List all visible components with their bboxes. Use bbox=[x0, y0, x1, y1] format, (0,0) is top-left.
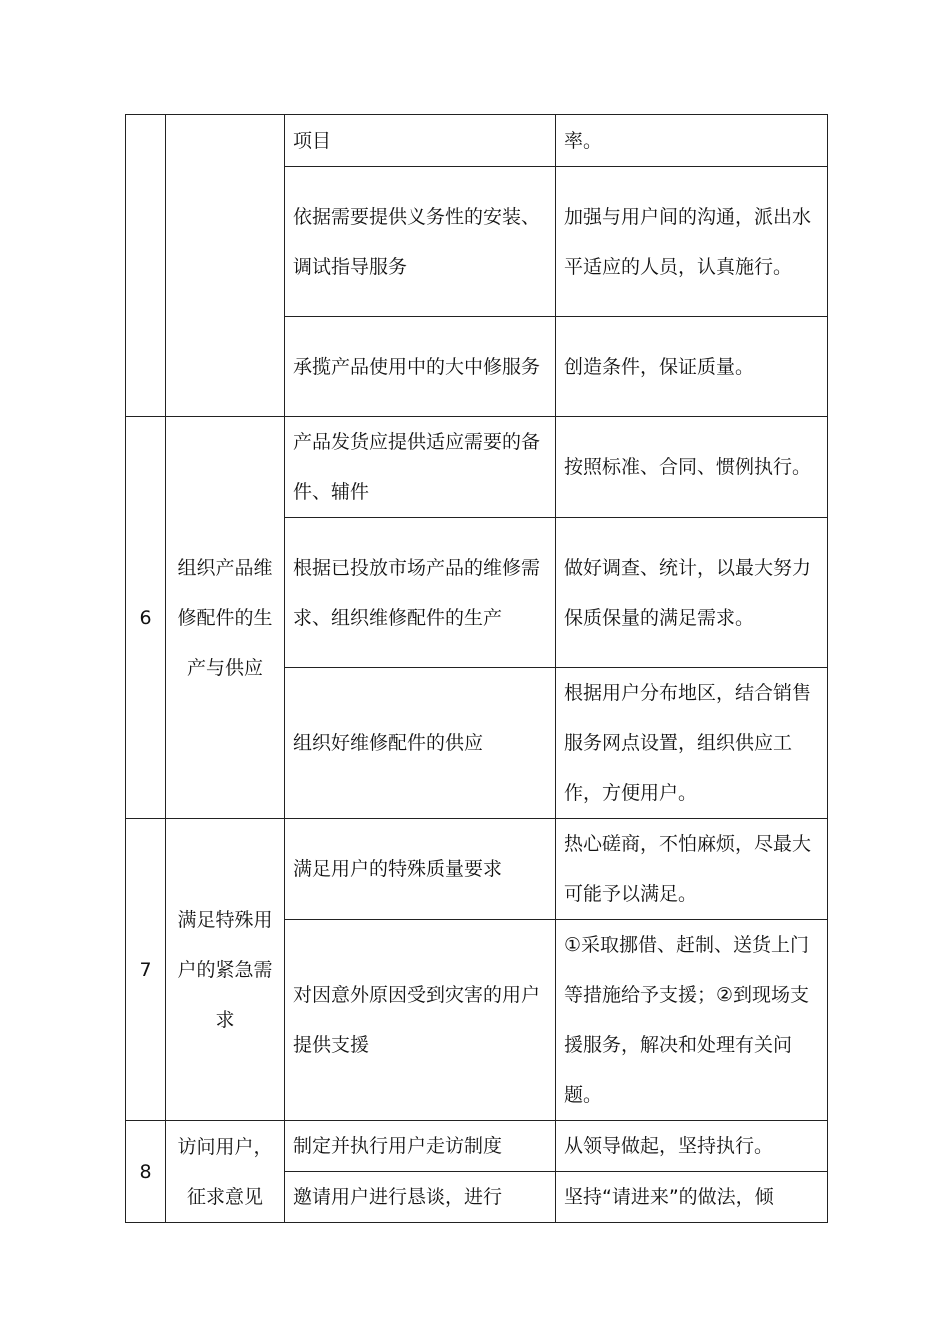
method-cell: 热心磋商，不怕麻烦，尽最大可能予以满足。 bbox=[556, 819, 828, 920]
project-cell: 产品发货应提供适应需要的备件、辅件 bbox=[285, 417, 556, 518]
row-number: 7 bbox=[126, 819, 166, 1121]
method-cell: 根据用户分布地区，结合销售服务网点设置，组织供应工作，方便用户。 bbox=[556, 668, 828, 819]
table-row bbox=[126, 417, 828, 518]
project-cell: 承揽产品使用中的大中修服务 bbox=[285, 317, 556, 417]
row-number bbox=[126, 115, 166, 417]
project-cell: 邀请用户进行恳谈，进行 bbox=[285, 1172, 556, 1223]
method-cell: 按照标准、合同、惯例执行。 bbox=[556, 417, 828, 518]
project-cell: 满足用户的特殊质量要求 bbox=[285, 819, 556, 920]
method-cell: 坚持“请进来”的做法，倾 bbox=[556, 1172, 828, 1223]
method-cell: 做好调查、统计，以最大努力保质保量的满足需求。 bbox=[556, 518, 828, 668]
row-category: 访问用户，征求意见 bbox=[166, 1121, 285, 1223]
table-row bbox=[126, 115, 828, 167]
row-category: 组织产品维修配件的生产与供应 bbox=[166, 417, 285, 819]
table-row bbox=[126, 1121, 828, 1172]
method-cell: 创造条件，保证质量。 bbox=[556, 317, 828, 417]
row-category: 满足特殊用户的紧急需求 bbox=[166, 819, 285, 1121]
method-cell: 率。 bbox=[556, 115, 828, 167]
project-cell: 对因意外原因受到灾害的用户提供支援 bbox=[285, 920, 556, 1121]
project-cell: 制定并执行用户走访制度 bbox=[285, 1121, 556, 1172]
method-cell: 加强与用户间的沟通，派出水平适应的人员，认真施行。 bbox=[556, 167, 828, 317]
project-cell: 组织好维修配件的供应 bbox=[285, 668, 556, 819]
table-row bbox=[126, 819, 828, 920]
project-cell: 依据需要提供义务性的安装、调试指导服务 bbox=[285, 167, 556, 317]
method-cell: ①采取挪借、赶制、送货上门等措施给予支援；②到现场支援服务，解决和处理有关问题。 bbox=[556, 920, 828, 1121]
project-cell: 项目 bbox=[285, 115, 556, 167]
project-cell: 根据已投放市场产品的维修需求、组织维修配件的生产 bbox=[285, 518, 556, 668]
method-cell: 从领导做起，坚持执行。 bbox=[556, 1121, 828, 1172]
row-number: 6 bbox=[126, 417, 166, 819]
row-number: 8 bbox=[126, 1121, 166, 1223]
service-table bbox=[125, 114, 828, 1223]
row-category bbox=[166, 115, 285, 417]
